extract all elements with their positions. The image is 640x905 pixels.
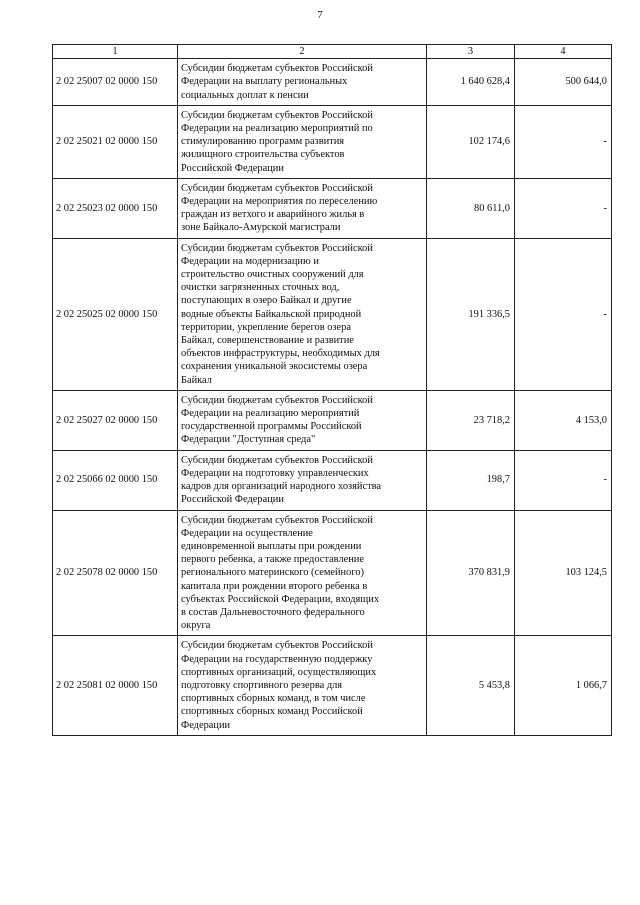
description-line: Федерации на государственную поддержку [181, 653, 373, 665]
table-row [53, 105, 612, 178]
amount-col4: - [515, 238, 612, 390]
amount-col3: 5 453,8 [427, 636, 515, 735]
budget-code: 2 02 25023 02 0000 150 [53, 178, 178, 238]
description-line: очистки загрязненных сточных вод, [181, 282, 340, 294]
budget-code: 2 02 25025 02 0000 150 [53, 238, 178, 390]
column-header-2: 2 [178, 45, 427, 59]
description-line: спортивных сборных команд Российской [181, 706, 363, 718]
description-line: объектов инфраструктуры, необходимых для [181, 348, 380, 360]
amount-col4: 103 124,5 [515, 510, 612, 636]
column-header-1: 1 [53, 45, 178, 59]
table-row [53, 636, 612, 735]
description-line: спортивных организаций, осуществляющих [181, 666, 377, 678]
table-row [53, 59, 612, 106]
description-line: стимулированию программ развития [181, 136, 345, 148]
subsidy-description [178, 59, 427, 106]
description-line: территории, укрепление берегов озера [181, 321, 351, 333]
subsidy-description [178, 105, 427, 178]
description-line: водные объекты Байкальской природной [181, 308, 362, 320]
column-header-4: 4 [515, 45, 612, 59]
description-line: социальных доплат к пенсии [181, 89, 309, 101]
description-line: Федерации [181, 719, 231, 731]
table-row [53, 390, 612, 450]
description-line: единовременной выплаты при рождении [181, 540, 362, 552]
page-number: 7 [317, 9, 323, 21]
amount-col3: 1 640 628,4 [427, 59, 515, 106]
subsidy-description [178, 178, 427, 238]
description-line: Субсидии бюджетам субъектов Российской [181, 242, 373, 254]
description-line: строительство очистных сооружений для [181, 269, 364, 281]
description-line: Субсидии бюджетам субъектов Российской [181, 63, 373, 75]
description-line: округа [181, 620, 211, 632]
description-line: Федерации на выплату региональных [181, 76, 348, 88]
description-line: Субсидии бюджетам субъектов Российской [181, 514, 373, 526]
description-line: Федерации на подготовку управленческих [181, 467, 369, 479]
budget-code: 2 02 25007 02 0000 150 [53, 59, 178, 106]
amount-col4: - [515, 178, 612, 238]
subsidy-description [178, 390, 427, 450]
description-line: Субсидии бюджетам субъектов Российской [181, 109, 373, 121]
description-line: Федерации на модернизацию и [181, 255, 319, 267]
amount-col3: 191 336,5 [427, 238, 515, 390]
description-line: сохранения уникальной экосистемы озера [181, 361, 368, 373]
amount-col4: 500 644,0 [515, 59, 612, 106]
description-line: Байкал [181, 374, 212, 386]
description-line: Субсидии бюджетам субъектов Российской [181, 182, 373, 194]
column-header-3: 3 [427, 45, 515, 59]
amount-col3: 198,7 [427, 450, 515, 510]
header-row [53, 45, 612, 59]
amount-col3: 370 831,9 [427, 510, 515, 636]
amount-col3: 23 718,2 [427, 390, 515, 450]
amount-col3: 102 174,6 [427, 105, 515, 178]
table-row [53, 178, 612, 238]
amount-col4: - [515, 105, 612, 178]
description-line: регионального материнского (семейного) [181, 567, 364, 579]
description-line: граждан из ветхого и аварийного жилья в [181, 209, 365, 221]
description-line: Субсидии бюджетам субъектов Российской [181, 394, 373, 406]
description-line: Федерации "Доступная среда" [181, 434, 316, 446]
description-line: зоне Байкало-Амурской магистрали [181, 222, 341, 234]
description-line: субъектах Российской Федерации, входящих [181, 593, 380, 605]
description-line: Байкал, совершенствование и развитие [181, 335, 354, 347]
table-row [53, 510, 612, 636]
description-line: в состав Дальневосточного федерального [181, 606, 365, 618]
description-line: Федерации на реализацию мероприятий [181, 408, 360, 420]
amount-col4: - [515, 450, 612, 510]
subsidy-description [178, 450, 427, 510]
description-line: первого ребенка, а также предоставление [181, 554, 364, 566]
amount-col4: 1 066,7 [515, 636, 612, 735]
budget-code: 2 02 25021 02 0000 150 [53, 105, 178, 178]
description-line: поступающих в озеро Байкал и другие [181, 295, 352, 307]
budget-code: 2 02 25066 02 0000 150 [53, 450, 178, 510]
description-line: Федерации на мероприятия по переселению [181, 196, 378, 208]
amount-col4: 4 153,0 [515, 390, 612, 450]
budget-table [52, 44, 612, 736]
description-line: капитала при рождении второго ребенка в [181, 580, 368, 592]
description-line: Федерации на осуществление [181, 527, 313, 539]
description-line: подготовку спортивного резерва для [181, 679, 343, 691]
table-row [53, 450, 612, 510]
description-line: кадров для организаций народного хозяйства [181, 481, 381, 493]
description-line: Федерации на реализацию мероприятий по [181, 123, 373, 135]
description-line: спортивных сборных команд, в том числе [181, 693, 366, 705]
subsidy-description [178, 636, 427, 735]
amount-col3: 80 611,0 [427, 178, 515, 238]
subsidy-description [178, 510, 427, 636]
description-line: государственной программы Российской [181, 421, 362, 433]
table-row [53, 238, 612, 390]
subsidy-description [178, 238, 427, 390]
description-line: Субсидии бюджетам субъектов Российской [181, 454, 373, 466]
budget-code: 2 02 25027 02 0000 150 [53, 390, 178, 450]
budget-code: 2 02 25081 02 0000 150 [53, 636, 178, 735]
description-line: Российской Федерации [181, 494, 284, 506]
description-line: жилищного строительства субъектов [181, 149, 345, 161]
description-line: Российской Федерации [181, 162, 284, 174]
budget-code: 2 02 25078 02 0000 150 [53, 510, 178, 636]
description-line: Субсидии бюджетам субъектов Российской [181, 640, 373, 652]
